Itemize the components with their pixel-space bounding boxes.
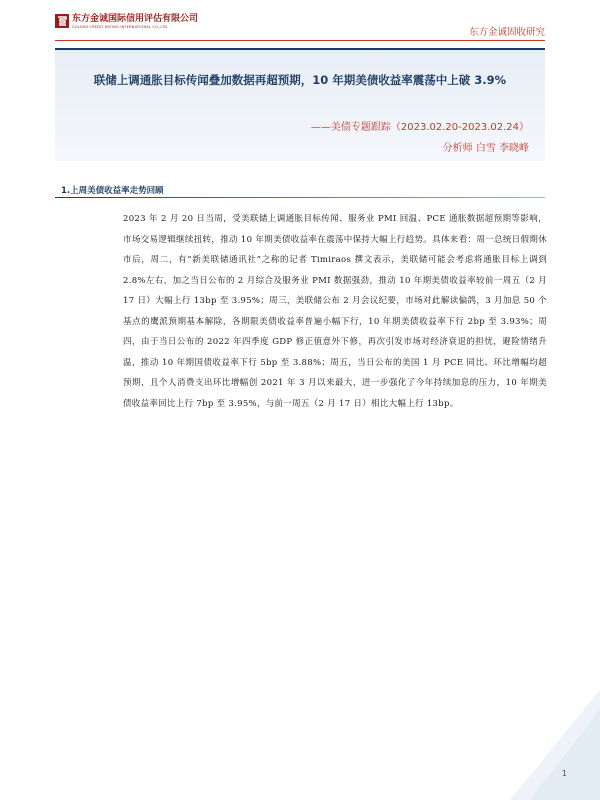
report-subtitle: ——美债专题跟踪（2023.02.20-2023.02.24） [310, 122, 529, 133]
company-logo-icon [55, 14, 69, 28]
section-divider [55, 197, 545, 198]
report-title: 联储上调通胀目标传闻叠加数据再超预期，10 年期美债收益率震荡中上破 3.9% [93, 73, 507, 87]
report-authors: 分析师 白雪 李晓峰 [442, 143, 529, 154]
header-divider [55, 40, 545, 41]
section-heading: 1.上周美债收益率走势回顾 [61, 186, 164, 196]
page-header [55, 14, 545, 40]
title-banner [55, 48, 545, 161]
logo-english-name: GOLDEN CREDIT RATING INTERNATIONAL CO.,LTD. [72, 25, 169, 29]
logo-chinese-name: 东方金诚国际信用评估有限公司 [72, 14, 199, 24]
header-series-label: 东方金诚固收研究 [468, 27, 545, 38]
page-number: 1 [561, 769, 567, 778]
corner-decoration [510, 690, 600, 800]
company-logo [55, 14, 198, 30]
body-paragraph: 2023 年 2 月 20 日当周，受美联储上调通胀目标传闻、服务业 PMI 回温、PCE 通胀数据超预期等影响，市场交易逻辑继续扭转，推动 10 年期美债收益率在震荡中保持大幅上行趋势。具体来看：周一总统日假期休市后，周二，有“新美联储通讯社”之称的记者 Timiraos 撰文表示，美联储可能会考虑将通胀目标上调到 2.8%左右，加之当日公布的 2 月综合及服务业 PMI 数据强劲，推动 10 年期美债收益率较前一周五（2 月 17 日）大幅上行 13bp 至 3.95%；周三，美联储公布 2 月会议纪要，市场对此解读偏鸽，3 月加息 50 个基点的鹰派预期基本解除，各期限美债收益率普遍小幅下行，10 年期美债收益率下行 2bp 至 3.93%；周四，由于当日公布的 2022 年四季度 GDP 修正值意外下修，再次引发市场对经济衰退的担忧，避险情绪升温，推动 10 年期国债收益率下行 5bp 至 3.88%；周五，当日公布的美国 1 月 PCE 同比、环比增幅均超预期，且个人消费支出环比增幅创 2021 年 3 月以来最大，进一步强化了今年持续加息的压力，10 年期美债收益率回比上行 7bp 至 3.95%，与前一周五（2 月 17 日）相比大幅上行 13bp。 [123, 214, 547, 409]
